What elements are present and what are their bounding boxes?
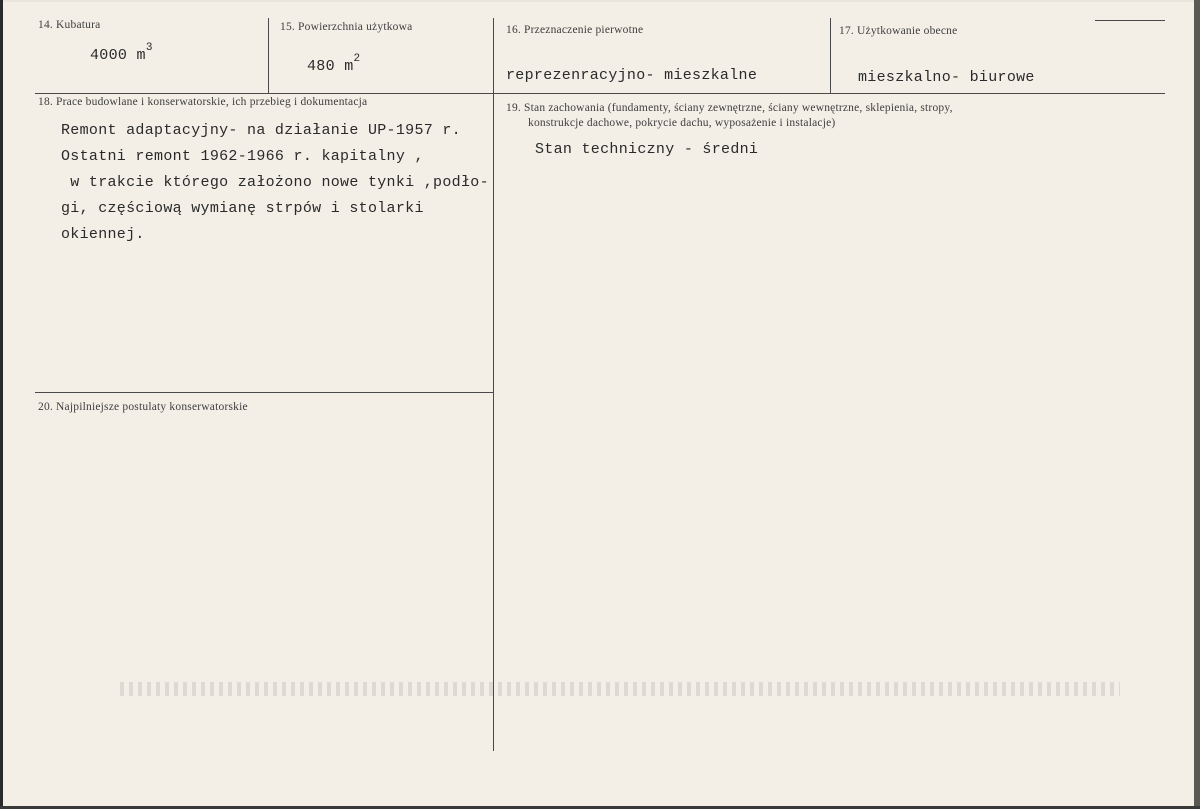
field-17-label: 17. Użytkowanie obecne	[839, 25, 958, 37]
field-18-text	[61, 118, 489, 248]
rule-top-row-end	[1095, 20, 1165, 21]
field-15-value-text: 480 m	[307, 58, 354, 75]
card-edge-top	[0, 0, 1200, 2]
field-18-line: w trakcie którego założono nowe tynki ,podło-	[61, 174, 489, 191]
field-14-unit-exponent: 3	[145, 42, 153, 54]
field-19-label	[506, 101, 953, 131]
field-19-value: Stan techniczny - średni	[535, 141, 759, 158]
divider-15-16	[493, 18, 494, 93]
field-18-line: Ostatni remont 1962-1966 r. kapitalny ,	[61, 148, 424, 165]
divider-16-17	[830, 18, 831, 93]
rule-18-20	[35, 392, 493, 393]
field-15-value	[307, 53, 361, 75]
field-14-label: 14. Kubatura	[38, 19, 101, 31]
field-14-value-text: 4000 m	[90, 47, 146, 64]
field-15-label: 15. Powierzchnia użytkowa	[280, 21, 413, 33]
field-16-value: reprezenracyjno- mieszkalne	[506, 67, 758, 84]
field-15-unit-exponent: 2	[353, 53, 361, 65]
field-18-line: gi, częściową wymianę strpów i stolarki	[61, 200, 424, 217]
field-18-label: 18. Prace budowlane i konserwatorskie, ich przebieg i dokumentacja	[38, 96, 368, 108]
divider-14-15	[268, 18, 269, 93]
field-16-label: 16. Przeznaczenie pierwotne	[506, 24, 644, 36]
field-19-label-line: konstrukcje dachowe, pokrycie dachu, wyposażenie i instalacje)	[528, 117, 836, 129]
field-17-value: mieszkalno- biurowe	[858, 69, 1035, 86]
field-18-line: okiennej.	[61, 226, 145, 243]
card-edge-right	[1194, 0, 1200, 809]
field-19-label-line: 19. Stan zachowania (fundamenty, ściany zewnętrzne, ściany wewnętrzne, sklepienia, stropy,	[506, 102, 953, 114]
divider-main-vertical	[493, 93, 494, 751]
field-20-label: 20. Najpilniejsze postulaty konserwatorskie	[38, 401, 248, 413]
field-14-value	[90, 42, 153, 64]
card-edge-left	[0, 0, 3, 809]
show-through-mark	[120, 682, 1120, 696]
rule-top-fields-bottom	[35, 93, 1165, 94]
field-18-line: Remont adaptacyjny- na działanie UP-1957 r.	[61, 122, 461, 139]
